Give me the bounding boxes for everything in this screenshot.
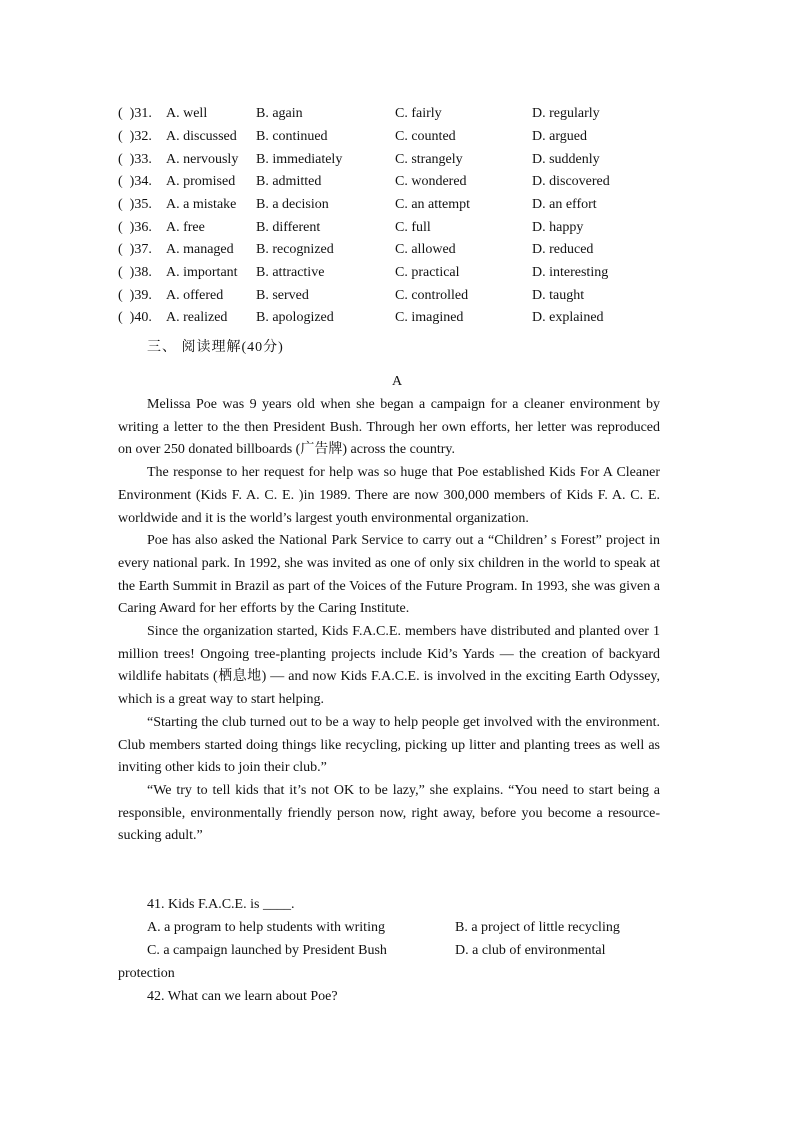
option-c: C. full — [395, 220, 431, 235]
option-b: B. served — [256, 288, 309, 303]
option-d: D. happy — [532, 220, 584, 235]
option-a: A. important — [166, 265, 238, 280]
section-heading: 三、 阅读理解(40分) — [147, 340, 284, 355]
option-b: B. continued — [256, 129, 328, 144]
question-number: ( )36. — [118, 220, 152, 235]
question-42-stem: 42. What can we learn about Poe? — [147, 989, 338, 1004]
question-number: ( )38. — [118, 265, 152, 280]
option-b: B. a project of little recycling — [455, 920, 620, 935]
option-b: B. apologized — [256, 310, 334, 325]
question-number: ( )39. — [118, 288, 152, 303]
question-41-stem: 41. Kids F.A.C.E. is ____. — [147, 897, 295, 912]
option-d: D. explained — [532, 310, 604, 325]
option-a: A. free — [166, 220, 205, 235]
option-b: B. recognized — [256, 242, 334, 257]
question-number: ( )37. — [118, 242, 152, 257]
option-c: C. practical — [395, 265, 460, 280]
option-d: D. reduced — [532, 242, 594, 257]
option-a: A. managed — [166, 242, 234, 257]
question-number: ( )40. — [118, 310, 152, 325]
option-a: A. nervously — [166, 152, 239, 167]
option-d: D. discovered — [532, 174, 610, 189]
option-d: D. an effort — [532, 197, 597, 212]
option-b: B. immediately — [256, 152, 343, 167]
option-b: B. attractive — [256, 265, 325, 280]
option-a: A. well — [166, 106, 208, 121]
passage-paragraph: Poe has also asked the National Park Service to carry out a “Children’ s Forest” project in every national park. In 1992, she was invited as one of only six children in the world to speak at the Earth Summit in Brazil as part of the Voices of the Future Program. In 1993, she was given a Caring Award for her efforts by the Caring Institute. — [118, 533, 660, 617]
option-d: D. taught — [532, 288, 585, 303]
option-d-continuation: protection — [118, 966, 175, 981]
passage-paragraph: “We try to tell kids that it’s not OK to be lazy,” she explains. “You need to start being a responsible, environmentally friendly person now, right away, before you become a resource-sucking adult.” — [118, 782, 660, 844]
option-c: C. allowed — [395, 242, 456, 257]
passage-paragraph: “Starting the club turned out to be a way to help people get involved with the environment. Club members started doing things like recycling, picking up litter and planting trees as well as inviting other kids to join their club.” — [118, 714, 660, 776]
option-b: B. again — [256, 106, 303, 121]
option-d: D. regularly — [532, 106, 600, 121]
option-c: C. an attempt — [395, 197, 471, 212]
option-b: B. a decision — [256, 197, 329, 212]
option-b: B. different — [256, 220, 321, 235]
passage-title: A — [391, 374, 403, 389]
option-a: A. a program to help students with writing — [147, 920, 385, 935]
option-d: D. interesting — [532, 265, 609, 280]
option-c: C. counted — [395, 129, 456, 144]
option-c: C. fairly — [395, 106, 442, 121]
question-number: ( )32. — [118, 129, 152, 144]
passage-paragraph: The response to her request for help was so huge that Poe established Kids For A Cleaner Environment (Kids F. A. C. E. )in 1989. There are now 300,000 members of Kids F. A. C. E. worldwide and it is the world’s largest youth environmental organization. — [118, 465, 660, 526]
passage-paragraph: Melissa Poe was 9 years old when she began a campaign for a cleaner environment by writing a letter to the then President Bush. Through her own efforts, her letter was reproduced on over 250 donated billboards (广告牌) across the country. — [118, 397, 660, 458]
option-a: A. a mistake — [166, 197, 237, 212]
question-number: ( )33. — [118, 152, 152, 167]
option-b: B. admitted — [256, 174, 322, 189]
option-a: A. discussed — [166, 129, 237, 144]
option-c: C. controlled — [395, 288, 469, 303]
reading-questions — [118, 893, 678, 1008]
option-a: A. promised — [166, 174, 236, 189]
option-c: C. wondered — [395, 174, 467, 189]
question-41-options-row-2 — [118, 939, 678, 962]
option-a: A. offered — [166, 288, 224, 303]
question-number: ( )34. — [118, 174, 152, 189]
option-c: C. a campaign launched by President Bush — [147, 943, 387, 958]
option-d: D. argued — [532, 129, 587, 144]
reading-passage — [118, 394, 660, 848]
option-c: C. strangely — [395, 152, 463, 167]
passage-paragraph: Since the organization started, Kids F.A.C.E. members have distributed and planted over 1 million trees! Ongoing tree-planting projects include Kid’s Yards — the creation of backyard wildlife habitats (栖息地) — and now Kids F.A.C.E. is involved in the exciting Earth Odyssey, which is a great way to start helping. — [118, 624, 660, 708]
question-number: ( )35. — [118, 197, 152, 212]
option-d: D. a club of environmental — [455, 943, 606, 958]
question-41-options-row-1 — [118, 916, 678, 939]
option-c: C. imagined — [395, 310, 464, 325]
option-d: D. suddenly — [532, 152, 600, 167]
question-number: ( )31. — [118, 106, 152, 121]
option-a: A. realized — [166, 310, 228, 325]
